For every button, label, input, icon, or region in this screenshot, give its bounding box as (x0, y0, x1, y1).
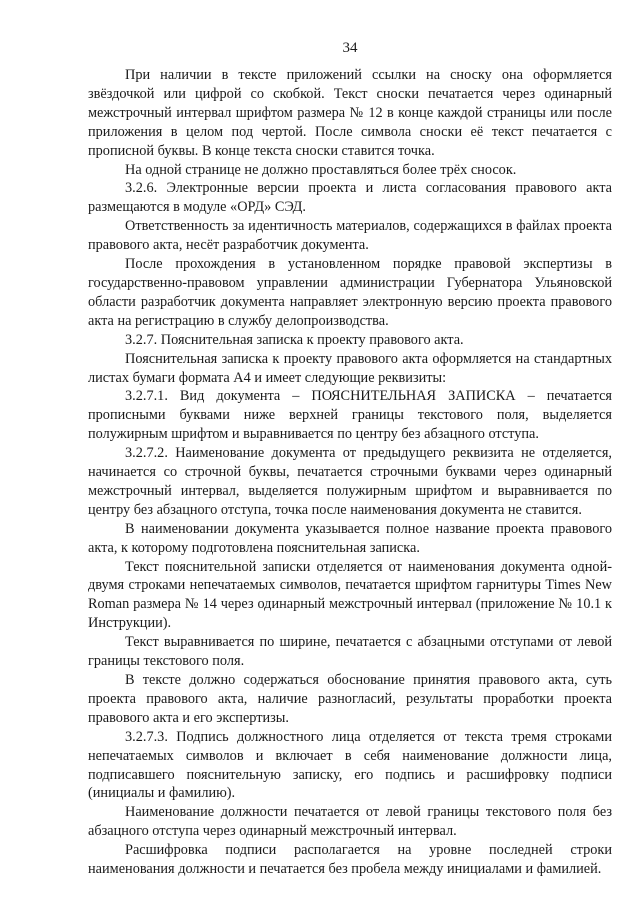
paragraph-position-name: Наименование должности печатается от левой границы текстового поля без абзацного отступа через одинарный межстрочный интервал. (88, 804, 612, 840)
paragraph-signature-decoding: Расшифровка подписи располагается на уровне последней строки наименования должности и печатается без пробела между инициалами и фамилией. (88, 842, 612, 878)
page-number: 34 (342, 40, 358, 56)
paragraph-3-2-6: 3.2.6. Электронные версии проекта и листа согласования правового акта размещаются в модуле «ОРД» СЭД. (88, 180, 612, 216)
paragraph-after-expertise: После прохождения в установленном порядке правовой экспертизы в государственно-правовом управлении администрации Губернатора Ульяновской области разработчик документа направляет электронную версию проекта правового акта на регистрацию в службу делопроизводства. (88, 256, 612, 329)
document-page (88, 38, 612, 888)
paragraph-document-name: В наименовании документа указывается полное название проекта правового акта, к которому подготовлена пояснительная записка. (88, 520, 612, 556)
paragraph-explanatory-note: Пояснительная записка к проекту правового акта оформляется на стандартных листах бумаги формата А4 и имеет следующие реквизиты: (88, 350, 612, 386)
paragraph-footnote-rules: При наличии в тексте приложений ссылки на сноску она оформляется звёздочкой или цифрой со скобкой. Текст сноски печатается через одинарный межстрочный интервал шрифтом размера № 12 в конце каждой страницы или после приложения в целом под чертой. После символа сноски её текст печатается с прописной буквы. В конце текста сноски ставится точка. (88, 67, 612, 159)
paragraph-footnote-limit: На одной странице не должно проставляться более трёх сносок. (125, 161, 517, 178)
paragraph-text-content: В тексте должно содержаться обоснование принятия правового акта, суть проекта правового акта, наличие разногласий, результаты проработки проекта правового акта и его экспертизы. (88, 672, 612, 726)
paragraph-3-2-7-1: 3.2.7.1. Вид документа – ПОЯСНИТЕЛЬНАЯ ЗАПИСКА – печатается прописными буквами ниже верхней границы текстового поля, выделяется полужирным шрифтом и выравнивается по центру без абзацного отступа. (88, 388, 612, 443)
paragraph-3-2-7-3: 3.2.7.3. Подпись должностного лица отделяется от текста тремя строками непечатаемых символов и включает в себя наименование должности лица, подписавшего пояснительную записку, его подпись и расшифровку подписи (инициалы и фамилию). (88, 728, 612, 802)
paragraph-text-alignment: Текст выравнивается по ширине, печатается с абзацными отступами от левой границы текстового поля. (88, 634, 612, 670)
paragraph-3-2-7-2: 3.2.7.2. Наименование документа от предыдущего реквизита не отделяется, начинается со строчной буквы, печатается строчными буквами через одинарный межстрочный интервал, выделяется полужирным шрифтом и выравнивается по центру без абзацного отступа, точка после наименования документа не ставится. (88, 445, 612, 518)
paragraph-3-2-7: 3.2.7. Пояснительная записка к проекту правового акта. (125, 331, 464, 348)
paragraph-responsibility: Ответственность за идентичность материалов, содержащихся в файлах проекта правового акта, несёт разработчик документа. (88, 218, 612, 254)
paragraph-note-text: Текст пояснительной записки отделяется от наименования документа одной-двумя строками непечатаемых символов, печатается шрифтом гарнитуры Times New Roman размера № 14 через одинарный межстрочный интервал (приложение № 10.1 к Инструкции). (88, 558, 612, 632)
